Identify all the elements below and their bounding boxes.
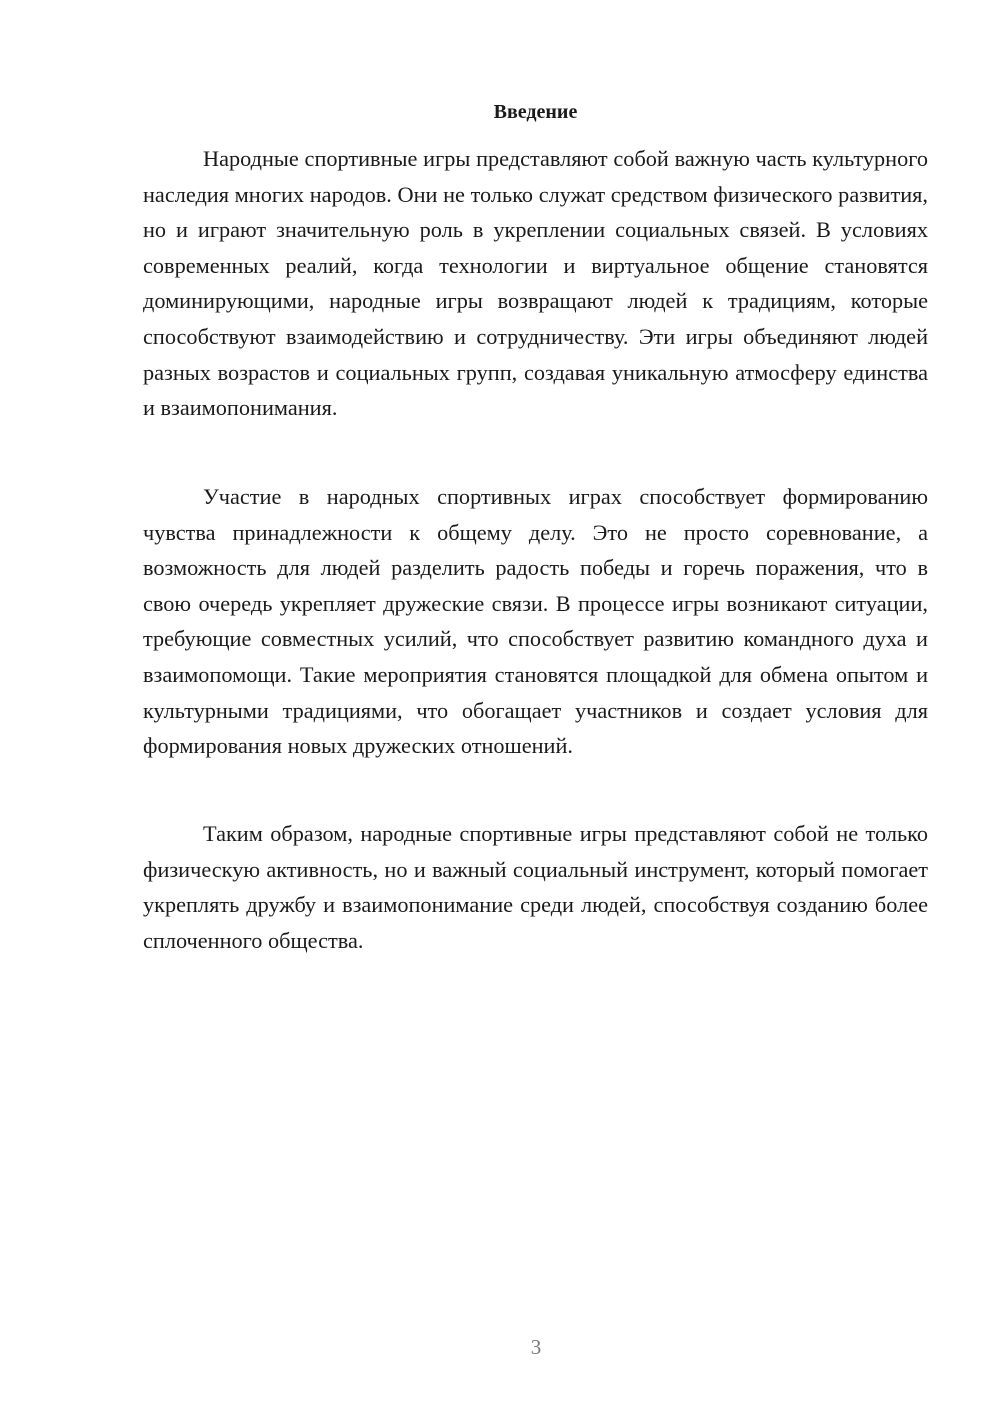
page-number: 3 xyxy=(530,1335,542,1359)
paragraph-3: Таким образом, народные спортивные игры представляют собой не только физическую активность, но и важный социальный инструмент, который помогает укреплять дружбу и взаимопонимание среди людей, способствуя созданию более сплоченного общества. xyxy=(143,821,928,953)
paragraph-1: Народные спортивные игры представляют собой важную часть культурного наследия многих народов. Они не только служат средством физического развития, но и играют значительную роль в укреплении социальных связей. В условиях современных реалий, когда технологии и виртуальное общение становятся доминирующими, народные игры возвращают людей к традициям, которые способствуют взаимодействию и сотрудничеству. Эти игры объединяют людей разных возрастов и социальных групп, создавая уникальную атмосферу единства и взаимопонимания. xyxy=(143,146,928,421)
section-heading: Введение xyxy=(493,101,578,123)
paragraph-2: Участие в народных спортивных играх способствует формированию чувства принадлежности к общему делу. Это не просто соревнование, а возможность для людей разделить радость победы и горечь поражения, что в свою очередь укрепляет дружеские связи. В процессе игры возникают ситуации, требующие совместных усилий, что способствует развитию командного духа и взаимопомощи. Такие мероприятия становятся площадкой для обмена опытом и культурными традициями, что обогащает участников и создает условия для формирования новых дружеских отношений. xyxy=(143,484,928,759)
